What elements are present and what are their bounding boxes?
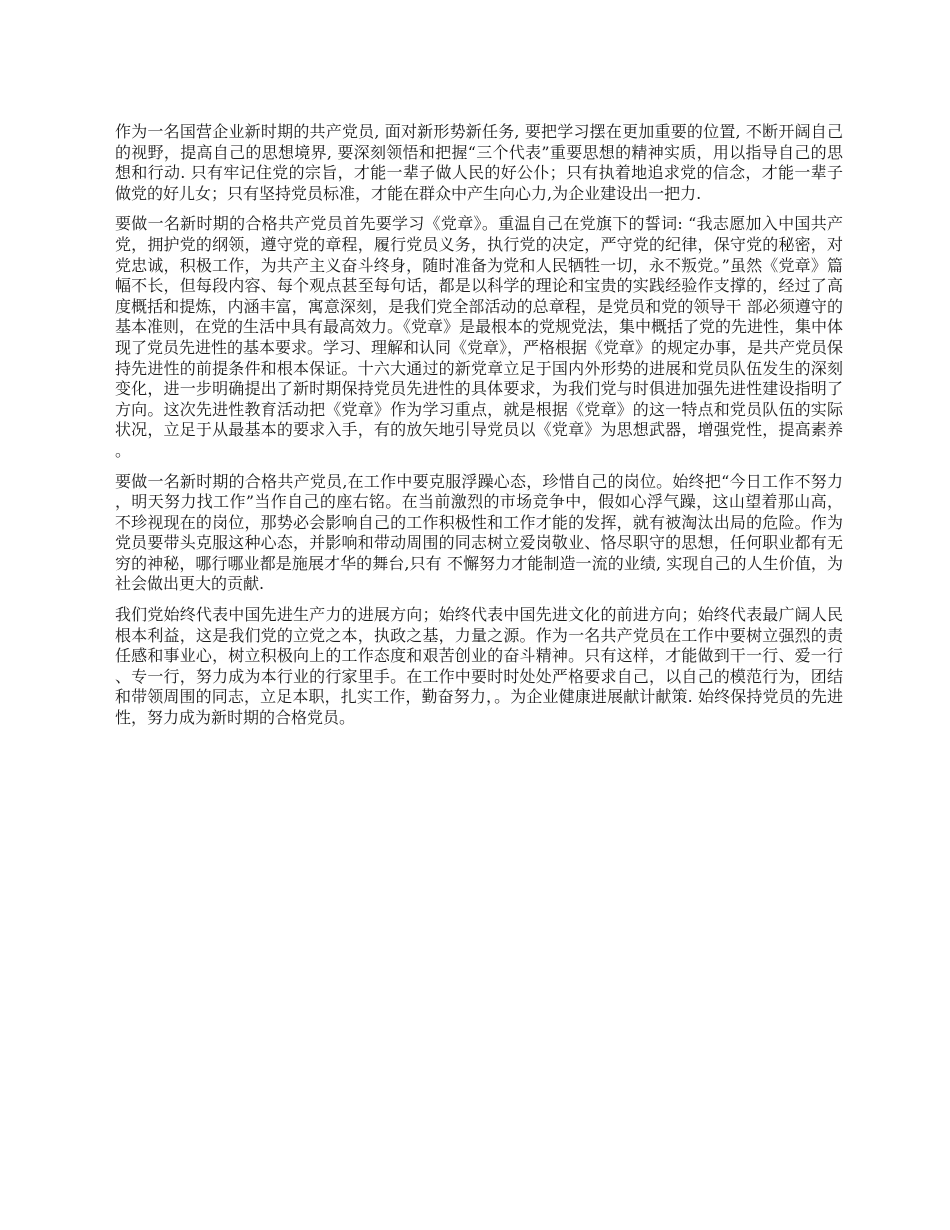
document-body xyxy=(115,122,843,739)
paragraph-4: 我们党始终代表中国先进生产力的进展方向；始终代表中国先进文化的前进方向；始终代表最广阔人民根本利益，这是我们党的立党之本，执政之基，力量之源。作为一名共产党员在工作中要树立强烈的责任感和事业心，树立积极向上的工作态度和艰苦创业的奋斗精神。只有这样，才能做到干一行、爱一行、专一行，努力成为本行业的行家里手。在工作中要时时处处严格要求自己，以自己的模范行为，团结和带领周围的同志，立足本职，扎实工作，勤奋努力，。为企业健康进展献计献策. 始终保持党员的先进性，努力成为新时期的合格党员。 xyxy=(115,605,843,728)
paragraph-2: 要做一名新时期的合格共产党员首先要学习《党章》。重温自己在党旗下的誓词: “我志愿加入中国共产党，拥护党的纲领，遵守党的章程，履行党员义务，执行党的决定，严守党的纪律，保守党的秘密，对党忠诚，积极工作，为共产主义奋斗终身，随时准备为党和人民牺牲一切，永不叛党。”虽然《党章》篇幅不长，但每段内容、每个观点甚至每句话，都是以科学的理论和宝贵的实践经验作支撑的，经过了高度概括和提炼，内涵丰富，寓意深刻，是我们党全部活动的总章程，是党员和党的领导干 部必须遵守的基本准则，在党的生活中具有最高效力。《党章》是最根本的党规党法，集中概括了党的先进性，集中体现了党员先进性的基本要求。学习、理解和认同《党章》，严格根据《党章》的规定办事，是共产党员保持先进性的前提条件和根本保证。十六大通过的新党章立足于国内外形势的进展和党员队伍发生的深刻变化，进一步明确提出了新时期保持党员先进性的具体要求，为我们党与时俱进加强先进性建设指明了方向。这次先进性教育活动把《党章》作为学习重点，就是根据《党章》的这一特点和党员队伍的实际状况，立足于从最基本的要求入手，有的放矢地引导党员以《党章》为思想武器，增强党性，提高素养。 xyxy=(115,214,844,460)
paragraph-3: 要做一名新时期的合格共产党员,在工作中要克服浮躁心态，珍惜自己的岗位。始终把“今日工作不努力，明天努力找工作”当作自己的座右铭。在当前激烈的市场竞争中，假如心浮气躁，这山望着那山高，不珍视现在的岗位，那势必会影响自己的工作积极性和工作才能的发挥，就有被淘汰出局的危险。作为党员要带头克服这种心态，并影响和带动周围的同志树立爱岗敬业、恪尽职守的思想，任何职业都有无穷的神秘，哪行哪业都是施展才华的舞台,只有 不懈努力才能制造一流的业绩, 实现自己的人生价值，为社会做出更大的贡献. xyxy=(115,471,843,594)
paragraph-1: 作为一名国营企业新时期的共产党员, 面对新形势新任务, 要把学习摆在更加重要的位置, 不断开阔自己的视野，提高自己的思想境界, 要深刻领悟和把握“三个代表”重要思想的精神实质，用以指导自己的思想和行动. 只有牢记住党的宗旨，才能一辈子做人民的好公仆；只有执着地追求党的信念，才能一辈子做党的好儿女；只有坚持党员标准，才能在群众中产生向心力,为企业建设出一把力. xyxy=(115,122,843,203)
